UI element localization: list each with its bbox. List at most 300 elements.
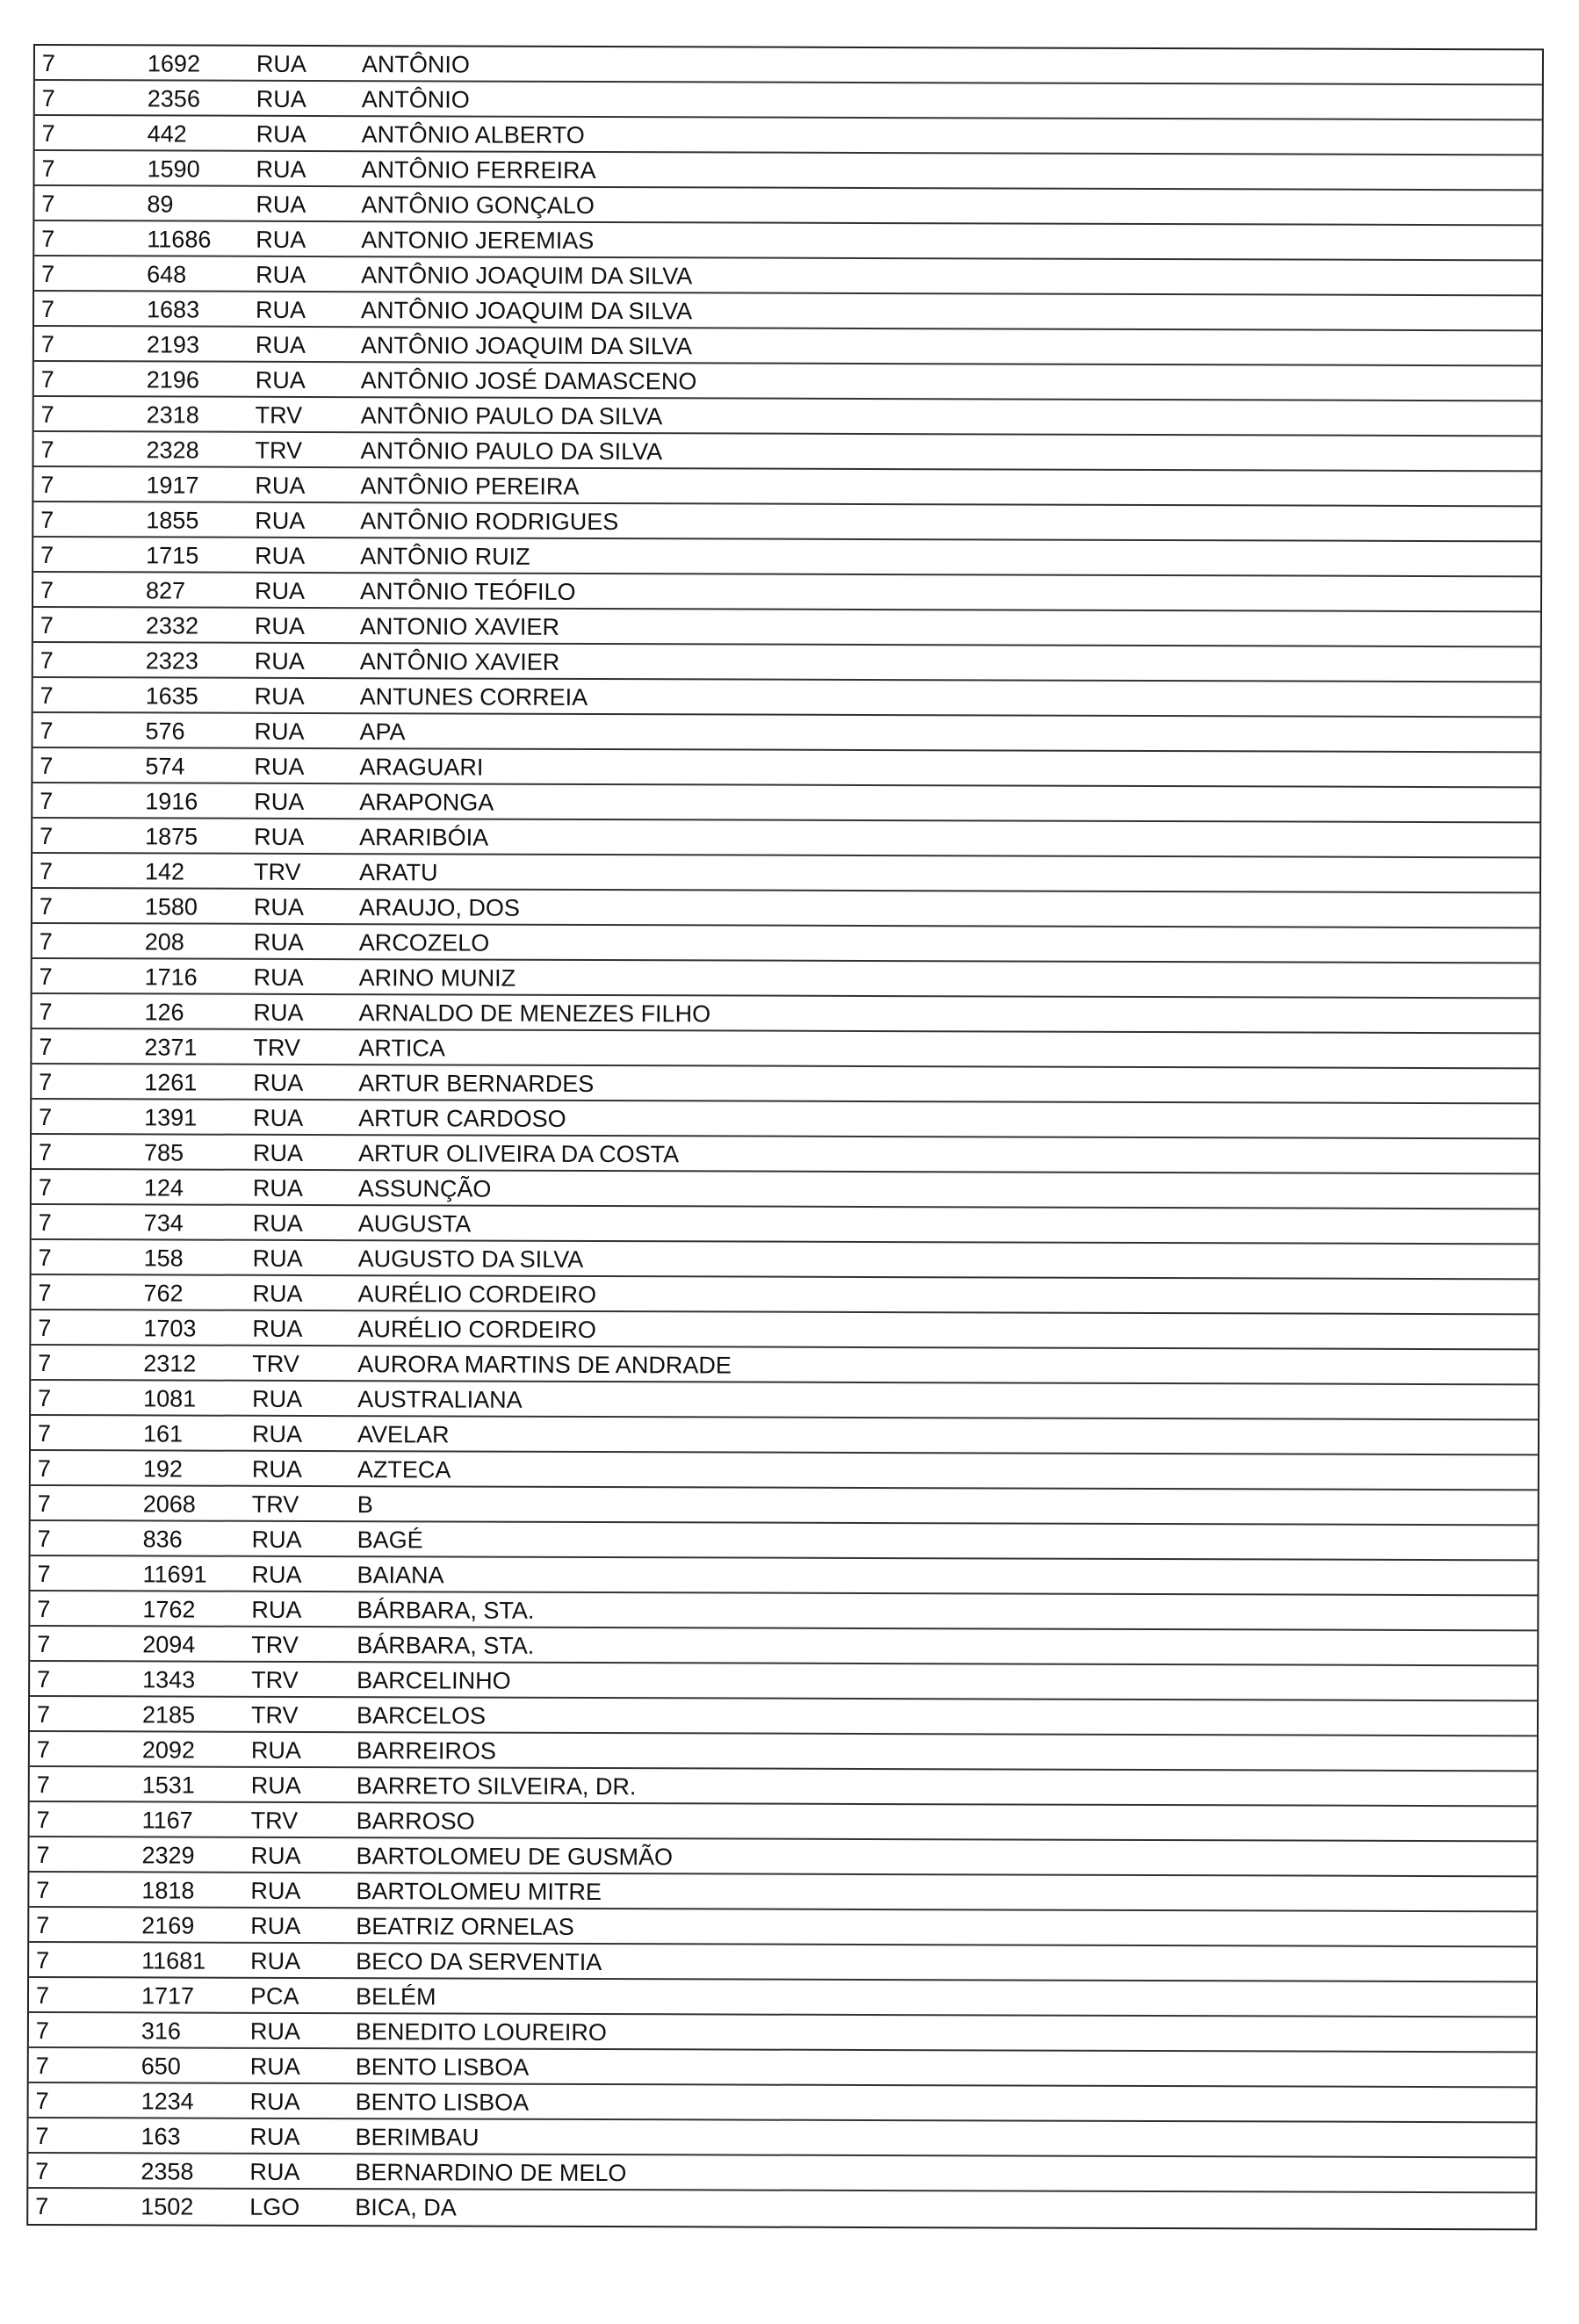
code-cell: 734 (143, 1209, 184, 1237)
street-name-cell: ARCOZELO (358, 929, 490, 956)
code-cell: 2332 (145, 612, 199, 639)
street-name-cell: BARTOLOMEU DE GUSMÃO (356, 1843, 674, 1871)
type-cell: RUA (250, 1877, 301, 1904)
code-cell: 1717 (141, 1982, 195, 2010)
zone-cell: 7 (41, 296, 55, 323)
table-row (30, 1697, 1537, 1736)
zone-cell: 7 (38, 1139, 53, 1166)
code-cell: 1635 (145, 682, 198, 710)
type-cell: RUA (254, 647, 305, 675)
table-row (31, 1416, 1538, 1455)
type-cell: RUA (253, 893, 304, 920)
type-cell: RUA (249, 2053, 300, 2080)
code-cell: 1762 (142, 1596, 196, 1623)
table-row (30, 1556, 1537, 1596)
street-name-cell: BARREIROS (356, 1737, 496, 1765)
street-name-cell: ANTÔNIO FERREIRA (361, 156, 596, 184)
type-cell: RUA (256, 261, 306, 288)
type-cell: RUA (252, 1245, 303, 1272)
zone-cell: 7 (41, 226, 55, 253)
code-cell: 142 (144, 858, 185, 885)
street-name-cell: BÁRBARA, STA. (357, 1632, 535, 1659)
code-cell: 650 (141, 2053, 181, 2080)
street-name-cell: ARTUR OLIVEIRA DA COSTA (357, 1140, 680, 1168)
zone-cell: 7 (37, 1420, 52, 1447)
code-cell: 1391 (144, 1104, 198, 1131)
type-cell: TRV (251, 1666, 299, 1693)
table-row (29, 1908, 1536, 1947)
code-cell: 2356 (147, 85, 200, 112)
type-cell: RUA (250, 1947, 301, 1974)
street-name-cell: ANTÔNIO TEÓFILO (359, 578, 576, 605)
table-row (30, 1767, 1537, 1807)
table-row (32, 819, 1539, 858)
street-name-cell: AURÉLIO CORDEIRO (357, 1316, 596, 1344)
table-row (30, 1591, 1537, 1631)
table-row (33, 538, 1540, 577)
type-cell: TRV (251, 1490, 299, 1518)
zone-cell: 7 (39, 1034, 53, 1061)
street-name-cell: AVELAR (357, 1421, 450, 1448)
type-cell: RUA (251, 1455, 302, 1483)
type-cell: RUA (250, 1912, 301, 1939)
table-row (29, 2013, 1536, 2053)
table-row (33, 678, 1540, 718)
table-row (32, 1205, 1539, 1245)
zone-cell: 7 (40, 788, 54, 815)
zone-cell: 7 (36, 1877, 50, 1904)
code-cell: 89 (147, 191, 174, 218)
table-row (33, 432, 1540, 472)
street-name-cell: ANTÔNIO (361, 51, 470, 78)
code-cell: 2169 (141, 1912, 195, 1939)
code-cell: 1502 (141, 2193, 194, 2220)
table-row (28, 2189, 1535, 2228)
street-name-cell: ARAUJO, DOS (358, 894, 520, 921)
type-cell: RUA (256, 120, 306, 148)
code-cell: 762 (143, 1280, 184, 1307)
zone-cell: 7 (39, 858, 54, 885)
type-cell: RUA (249, 2158, 300, 2185)
street-name-cell: ANTÔNIO RODRIGUES (360, 508, 619, 536)
type-cell: RUA (252, 1315, 303, 1342)
code-cell: 1683 (147, 296, 200, 323)
table-row (34, 327, 1541, 366)
zone-cell: 7 (40, 823, 54, 850)
zone-cell: 7 (35, 2017, 49, 2045)
table-row (32, 1170, 1539, 1209)
code-cell: 576 (145, 718, 185, 745)
type-cell: RUA (254, 577, 306, 604)
zone-cell: 7 (39, 893, 53, 920)
type-cell: RUA (256, 226, 306, 253)
zone-cell: 7 (37, 1666, 51, 1693)
zone-cell: 7 (40, 753, 54, 780)
code-cell: 1261 (144, 1069, 198, 1096)
table-row (34, 256, 1541, 296)
type-cell: TRV (253, 858, 301, 885)
type-cell: RUA (251, 1526, 302, 1553)
type-cell: RUA (252, 1174, 303, 1202)
zone-cell: 7 (41, 191, 55, 218)
table-row (29, 2048, 1536, 2088)
zone-cell: 7 (35, 2158, 49, 2185)
table-row (31, 1451, 1538, 1490)
zone-cell: 7 (36, 1947, 50, 1974)
code-cell: 316 (141, 2017, 182, 2045)
zone-cell: 7 (38, 1385, 52, 1412)
table-row (34, 221, 1541, 261)
table-row (28, 2154, 1535, 2193)
street-name-cell: APA (359, 718, 406, 746)
zone-cell: 7 (39, 1069, 53, 1096)
type-cell: RUA (250, 1772, 301, 1799)
table-row (33, 608, 1540, 647)
type-cell: RUA (254, 823, 305, 850)
zone-cell: 7 (36, 1701, 51, 1729)
table-row (30, 1627, 1537, 1666)
code-cell: 2092 (141, 1736, 196, 1764)
zone-cell: 7 (39, 1104, 53, 1131)
table-row (34, 362, 1541, 401)
code-cell: 1818 (141, 1877, 195, 1904)
code-cell: 827 (145, 577, 186, 604)
table-row (32, 1135, 1539, 1174)
table-row (34, 186, 1541, 226)
table-row (32, 713, 1539, 753)
table-row (30, 1802, 1537, 1842)
type-cell: RUA (249, 2088, 300, 2115)
table-row (32, 959, 1539, 999)
zone-cell: 7 (40, 647, 54, 675)
street-name-cell: ARTUR CARDOSO (358, 1105, 566, 1132)
code-cell: 126 (144, 999, 184, 1026)
table-row (35, 81, 1542, 120)
code-cell: 1590 (147, 155, 200, 183)
code-cell: 1703 (143, 1315, 197, 1342)
table-row (35, 116, 1542, 155)
street-name-cell: ARARIBÓIA (359, 824, 489, 851)
street-name-cell: ARNALDO DE MENEZES FILHO (358, 1000, 711, 1028)
street-name-cell: ANTÔNIO GONÇALO (361, 191, 595, 220)
street-name-cell: ANTÔNIO PEREIRA (360, 473, 580, 500)
type-cell: RUA (253, 1069, 304, 1096)
type-cell: TRV (250, 1701, 299, 1729)
street-name-cell: ANTÔNIO JOAQUIM DA SILVA (360, 332, 693, 360)
code-cell: 2185 (141, 1701, 196, 1729)
code-cell: 163 (141, 2123, 181, 2150)
zone-cell: 7 (38, 1209, 52, 1237)
type-cell: RUA (256, 50, 306, 77)
street-table (26, 44, 1544, 2230)
street-name-cell: ANTÔNIO JOSÉ DAMASCENO (360, 367, 697, 395)
zone-cell: 7 (35, 2193, 49, 2220)
type-cell: RUA (255, 507, 306, 534)
type-cell: RUA (252, 1209, 303, 1237)
street-name-cell: ANTÔNIO XAVIER (359, 648, 560, 675)
code-cell: 2329 (141, 1842, 195, 1869)
zone-cell: 7 (36, 1912, 50, 1939)
table-row (29, 1978, 1536, 2017)
code-cell: 2318 (146, 401, 199, 429)
code-cell: 785 (143, 1139, 184, 1166)
zone-cell: 7 (36, 1807, 50, 1834)
type-cell: RUA (250, 1736, 301, 1764)
type-cell: RUA (255, 542, 306, 569)
zone-cell: 7 (41, 85, 55, 112)
zone-cell: 7 (39, 999, 53, 1026)
type-cell: RUA (255, 366, 306, 393)
type-cell: RUA (249, 2017, 300, 2045)
code-cell: 1531 (141, 1772, 195, 1799)
zone-cell: 7 (38, 1174, 52, 1202)
type-cell: RUA (256, 155, 306, 183)
type-cell: RUA (254, 753, 305, 780)
table-row (28, 2118, 1535, 2158)
code-cell: 161 (142, 1420, 184, 1447)
table-row (31, 1275, 1538, 1315)
street-name-cell: ASSUNÇÃO (357, 1175, 492, 1202)
type-cell: RUA (255, 331, 306, 358)
code-cell: 2323 (145, 647, 198, 675)
table-row (33, 467, 1540, 507)
code-cell: 1875 (145, 823, 198, 850)
zone-cell: 7 (35, 1982, 50, 2010)
type-cell: RUA (251, 1561, 302, 1588)
street-name-cell: AZTECA (357, 1456, 451, 1483)
street-name-cell: ANTÔNIO (361, 86, 470, 113)
type-cell: RUA (253, 999, 304, 1026)
zone-cell: 7 (38, 1315, 52, 1342)
type-cell: LGO (249, 2193, 300, 2220)
type-cell: RUA (254, 612, 305, 639)
street-name-cell: BEATRIZ ORNELAS (356, 1913, 574, 1940)
zone-cell: 7 (38, 1350, 52, 1377)
street-name-cell: ANTUNES CORREIA (359, 683, 588, 711)
code-cell: 1916 (145, 788, 198, 815)
zone-cell: 7 (36, 1736, 50, 1764)
zone-cell: 7 (38, 1280, 52, 1307)
zone-cell: 7 (41, 155, 55, 183)
zone-cell: 7 (35, 2088, 49, 2115)
table-row (32, 854, 1539, 893)
code-cell: 11681 (141, 1947, 206, 1974)
type-cell: RUA (249, 2123, 300, 2150)
street-name-cell: ANTONIO JEREMIAS (361, 227, 595, 255)
street-name-cell: ANTÔNIO ALBERTO (361, 121, 585, 148)
zone-cell: 7 (40, 718, 54, 745)
zone-cell: 7 (38, 1245, 52, 1272)
code-cell: 442 (147, 120, 187, 148)
table-row (29, 1873, 1536, 1912)
street-name-cell: BERIMBAU (355, 2124, 479, 2151)
code-cell: 1580 (144, 893, 198, 920)
code-cell: 1081 (143, 1385, 197, 1412)
street-name-cell: AUGUSTA (357, 1210, 472, 1238)
type-cell: RUA (254, 682, 305, 710)
table-row (31, 1381, 1538, 1420)
street-name-cell: ARTICA (358, 1035, 445, 1062)
table-row (30, 1732, 1537, 1772)
type-cell: RUA (253, 928, 304, 956)
type-cell: TRV (255, 401, 303, 429)
zone-cell: 7 (40, 577, 54, 604)
table-row (32, 748, 1539, 788)
code-cell: 11686 (147, 226, 212, 253)
street-name-cell: BÁRBARA, STA. (357, 1597, 535, 1624)
table-row (32, 1240, 1539, 1280)
code-cell: 2312 (143, 1350, 197, 1377)
type-cell: RUA (253, 1104, 304, 1131)
table-row (32, 994, 1539, 1034)
zone-cell: 7 (40, 612, 54, 639)
table-row (32, 889, 1539, 928)
type-cell: PCA (249, 1982, 299, 2010)
table-row (29, 1943, 1536, 1982)
table-row (32, 924, 1539, 964)
zone-cell: 7 (40, 437, 54, 464)
code-cell: 2358 (141, 2158, 194, 2185)
table-row (33, 502, 1540, 542)
table-row (34, 397, 1541, 437)
street-name-cell: ANTONIO XAVIER (359, 613, 560, 640)
type-cell: RUA (256, 296, 306, 323)
street-name-cell: BARROSO (356, 1808, 475, 1835)
type-cell: RUA (255, 472, 306, 499)
street-name-cell: BERNARDINO DE MELO (355, 2159, 627, 2187)
zone-cell: 7 (41, 261, 55, 288)
street-name-cell: AUGUSTO DA SILVA (357, 1245, 584, 1273)
street-name-cell: ANTÔNIO PAULO DA SILVA (360, 402, 663, 430)
table-row (34, 151, 1541, 191)
type-cell: RUA (251, 1420, 303, 1447)
street-name-cell: ANTÔNIO JOAQUIM DA SILVA (361, 262, 693, 290)
zone-cell: 7 (40, 472, 54, 499)
type-cell: RUA (254, 718, 305, 745)
street-name-cell: ARAPONGA (359, 789, 494, 816)
code-cell: 1692 (147, 50, 201, 77)
street-name-cell: BARRETO SILVEIRA, DR. (356, 1772, 637, 1801)
table-row (29, 1837, 1536, 1877)
zone-cell: 7 (36, 1772, 50, 1799)
table-row (32, 1029, 1539, 1069)
type-cell: TRV (250, 1807, 299, 1834)
street-name-cell: B (357, 1491, 373, 1519)
table-row (31, 1310, 1538, 1350)
street-name-cell: ARTUR BERNARDES (358, 1070, 595, 1098)
street-name-cell: BELÉM (355, 1983, 436, 2010)
zone-cell: 7 (37, 1526, 51, 1553)
table-row (30, 1662, 1537, 1701)
street-name-cell: BARCELOS (356, 1702, 487, 1729)
code-cell: 2068 (142, 1490, 196, 1518)
type-cell: RUA (252, 1139, 304, 1166)
type-cell: RUA (252, 1385, 303, 1412)
code-cell: 1234 (141, 2088, 194, 2115)
type-cell: RUA (252, 1280, 303, 1307)
zone-cell: 7 (37, 1561, 51, 1588)
zone-cell: 7 (40, 331, 55, 358)
table-row (31, 1486, 1538, 1526)
zone-cell: 7 (35, 2053, 49, 2080)
street-name-cell: ANTÔNIO PAULO DA SILVA (360, 437, 663, 466)
zone-cell: 7 (39, 928, 53, 956)
table-row (32, 783, 1539, 823)
street-name-cell: BICA, DA (355, 2194, 457, 2221)
code-cell: 1167 (141, 1807, 193, 1834)
zone-cell: 7 (39, 964, 53, 991)
zone-cell: 7 (35, 2123, 49, 2150)
code-cell: 648 (147, 261, 187, 288)
zone-cell: 7 (40, 682, 54, 710)
code-cell: 836 (142, 1526, 183, 1553)
zone-cell: 7 (41, 50, 56, 77)
type-cell: RUA (250, 1842, 301, 1869)
zone-cell: 7 (37, 1490, 51, 1518)
table-row (32, 1065, 1539, 1104)
code-cell: 1343 (142, 1666, 196, 1693)
table-row (35, 46, 1542, 85)
code-cell: 192 (142, 1455, 184, 1483)
code-cell: 1716 (144, 964, 198, 991)
street-name-cell: BARTOLOMEU MITRE (356, 1878, 602, 1906)
zone-cell: 7 (40, 401, 54, 429)
type-cell: RUA (254, 788, 305, 815)
type-cell: TRV (253, 1034, 300, 1061)
type-cell: RUA (253, 964, 304, 991)
code-cell: 1917 (146, 472, 199, 499)
code-cell: 158 (143, 1245, 184, 1272)
street-name-cell: ANTÔNIO JOAQUIM DA SILVA (361, 297, 693, 325)
table-row (33, 643, 1540, 682)
zone-cell: 7 (40, 366, 54, 393)
type-cell: RUA (251, 1596, 302, 1623)
table-row (31, 1346, 1538, 1385)
zone-cell: 7 (37, 1631, 51, 1658)
street-name-cell: ARINO MUNIZ (358, 964, 516, 992)
code-cell: 1715 (146, 542, 199, 569)
street-name-cell: AURÉLIO CORDEIRO (357, 1281, 597, 1309)
code-cell: 124 (143, 1174, 184, 1202)
zone-cell: 7 (37, 1455, 51, 1483)
table-row (32, 1100, 1539, 1139)
code-cell: 2193 (146, 331, 200, 358)
street-name-cell: ARAGUARI (359, 754, 484, 781)
zone-cell: 7 (40, 507, 54, 534)
type-cell: RUA (256, 191, 306, 218)
street-name-cell: BECO DA SERVENTIA (356, 1948, 602, 1976)
street-name-cell: BAIANA (357, 1562, 444, 1589)
type-cell: RUA (256, 85, 306, 112)
street-name-cell: BENTO LISBOA (355, 2053, 530, 2081)
code-cell: 2328 (146, 437, 199, 464)
zone-cell: 7 (40, 542, 54, 569)
street-name-cell: BENEDITO LOUREIRO (355, 2018, 608, 2046)
street-name-cell: AURORA MARTINS DE ANDRADE (357, 1351, 732, 1379)
code-cell: 2094 (142, 1631, 196, 1658)
code-cell: 11691 (142, 1561, 207, 1588)
type-cell: TRV (251, 1631, 299, 1658)
code-cell: 2196 (146, 366, 199, 393)
table-row (29, 2083, 1536, 2123)
code-cell: 574 (145, 753, 185, 780)
street-name-cell: ANTÔNIO RUIZ (360, 543, 530, 570)
street-name-cell: AUSTRALIANA (357, 1386, 523, 1413)
code-cell: 208 (144, 928, 184, 956)
table-row (34, 292, 1541, 331)
street-name-cell: BARCELINHO (357, 1667, 511, 1694)
street-name-cell: BENTO LISBOA (355, 2089, 530, 2116)
